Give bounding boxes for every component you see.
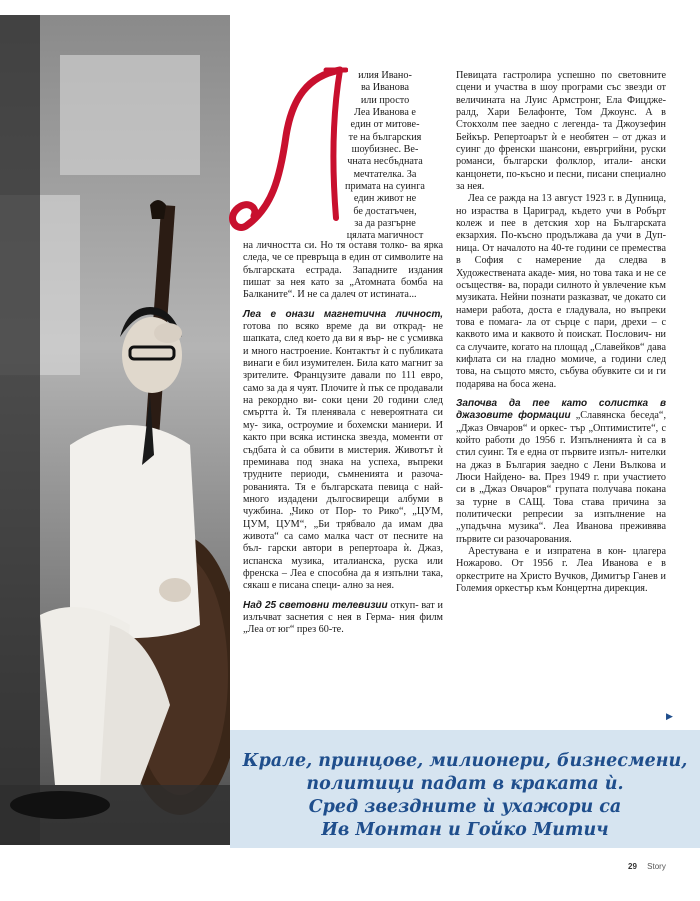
- article-column-1: [243, 240, 443, 637]
- page-footer: [628, 862, 666, 871]
- pullquote-line: Сред звездните ѝ ухажори са: [308, 797, 622, 817]
- intro-line: цялата магичност: [346, 230, 424, 242]
- intro-text: [326, 70, 444, 243]
- pullquote-line: Ив Монтан и Гойко Митич: [321, 820, 609, 840]
- intro-line: шоубизнес. Ве-: [351, 144, 419, 156]
- pullquote-line: политици падат в краката ѝ.: [306, 774, 624, 794]
- intro-line: те на българския: [348, 131, 422, 143]
- intro-line: ва Иванова: [360, 82, 410, 94]
- pullquote-line: Крале, принцове, милионери, бизнесмени,: [242, 751, 688, 771]
- intro-line: чната несбъдната: [347, 156, 423, 168]
- intro-line: Леа Иванова е: [354, 107, 416, 119]
- intro-line: примата на суинга: [345, 181, 425, 193]
- paragraph-text: „Славянска беседа“, „Джаз Овчаров“ и оркес- тър „Оптимистите“, с който работи до 1956 г. Изпълненията ѝ са в стил суинг. Тя е една от първите изпъл- нителки на джаз в България заедно с Лени Вълкова и Люси Найдено- ва. През 1949 г. при участието си в „Джаз Овчаров“ групата получава покана за турне в САЩ. Това става причина за политически репресии за изпълнение на „упадъчна музика“. Леа Иванова преживява първите си разочарования.: [456, 410, 666, 545]
- paragraph-text: откуп- ват и излъчват заснетия с нея в Герма- ния филм „Леа от юг“ през 60-те.: [243, 599, 443, 636]
- intro-line: един живот не: [353, 193, 417, 205]
- lead-in: Над 25 световни телевизии: [243, 599, 388, 611]
- intro-line: мечтателка. За: [353, 168, 417, 180]
- article-column-2: [456, 70, 666, 595]
- magazine-name: Story: [647, 862, 666, 871]
- lead-in: Започва да пее като солистка в джазовите формации: [456, 397, 666, 422]
- intro-line: илия Ивано-: [358, 70, 412, 81]
- paragraph: на личността си. Но тя оставя толко- ва ярка следа, че се превръща в един от символите на българската естрада. Западните издания пишат за нея като за „Атомната бомба на Балканите“. И не са далеч от истината...: [243, 240, 443, 301]
- page-number: 29: [628, 862, 637, 871]
- musician-photo: [0, 15, 230, 845]
- intro-line: или просто: [360, 94, 410, 106]
- paragraph: Леа се ражда на 13 август 1923 г. в Дупница, но израства в Цариград, където учи в Робърт колеж и пее в детския хор на Българската екзархия. По-късно продължава да учи в Дуп- ница. От началото на 40-те години се премества в София с намерение да следва в Художествената акаде- мия, но това така и не се осъществя- ва, поради силното ѝ увлечение към музиката. Нейни познати разказват, че докато си намери работа, доста е гладувала, но въпреки това е помага- ла от сърце с пари, дрехи – с каквото има и каквото ѝ поискат. Послович- ни са случаите, когато на площад „Славейков“ дава кифлата си на гладно момиче, а години след това, на същото място, събува обувките си и ги подарява на боса жена.: [456, 193, 666, 390]
- paragraph: [456, 398, 666, 546]
- intro-line: за да разгърне: [354, 218, 416, 230]
- lead-in: Леа е онази магнетична личност,: [243, 308, 443, 320]
- paragraph: [243, 309, 443, 593]
- intro-line: един от митове-: [350, 119, 420, 131]
- pullquote: [230, 750, 700, 842]
- play-arrow-icon: ▶: [666, 712, 673, 722]
- intro-line: бе достатъчен,: [353, 205, 417, 217]
- paragraph-text: готова по всяко време да ви открад- не шапката, след което да ви я вър- не с усмивка и много настроение. Контактът ѝ с публиката винаги е бил изумителен. Била като магнит за зрителите. Французите давали по 111 евро, само за да я чуят. Плочите ѝ пък се продавали на рекордно ви- соки цени 20 години след смъртта ѝ. Тя пленявала с невероятната си му- зика, остроумие и бохемски маниери. И както при всяка истинска звезда, моменти от съдбата ѝ са обвити в мистерия. Животът ѝ преминава под знака на успеха, въпреки трудните периоди, съмненията и разоча- рованията. Тя е българската певица с най-много издадени дългосвирещи албуми в чужбина. „Чико от Пор- то Рико“, „ЦУМ, ЦУМ, ЦУМ“, „Би трябвало да имам два живота“ са само малка част от песните на бъл- гарски автори в репертоара ѝ. Джаз, испанска музика, италианска, руска или френска – Леа е способна да я изпълни така, сякаш е писана специ- ално за нея.: [243, 321, 443, 592]
- paragraph: Арестувана е и изпратена в кон- цлагера Ножарово. От 1956 г. Леа Иванова е в оркестрите на Христо Вучков, Димитър Ганев и Големия оркестър към Концертна дирекция.: [456, 546, 666, 595]
- paragraph: Певицата гастролира успешно по световните сцени и участва в шоу програми със звезди от величината на Луис Армстронг, Ела Фицдже- ралд, Хари Белафонте, Том Джоунс. А в Стокхолм пее заедно с легенда- та Джоузефин Бейкър. Репертоарът ѝ е необятен – от джаз и суинг до френски шансони, евъргрийни, руски романси, български фолклор, итали- ански канцонети, по-късно и песни, писани специално за нея.: [456, 70, 666, 193]
- paragraph: [243, 600, 443, 637]
